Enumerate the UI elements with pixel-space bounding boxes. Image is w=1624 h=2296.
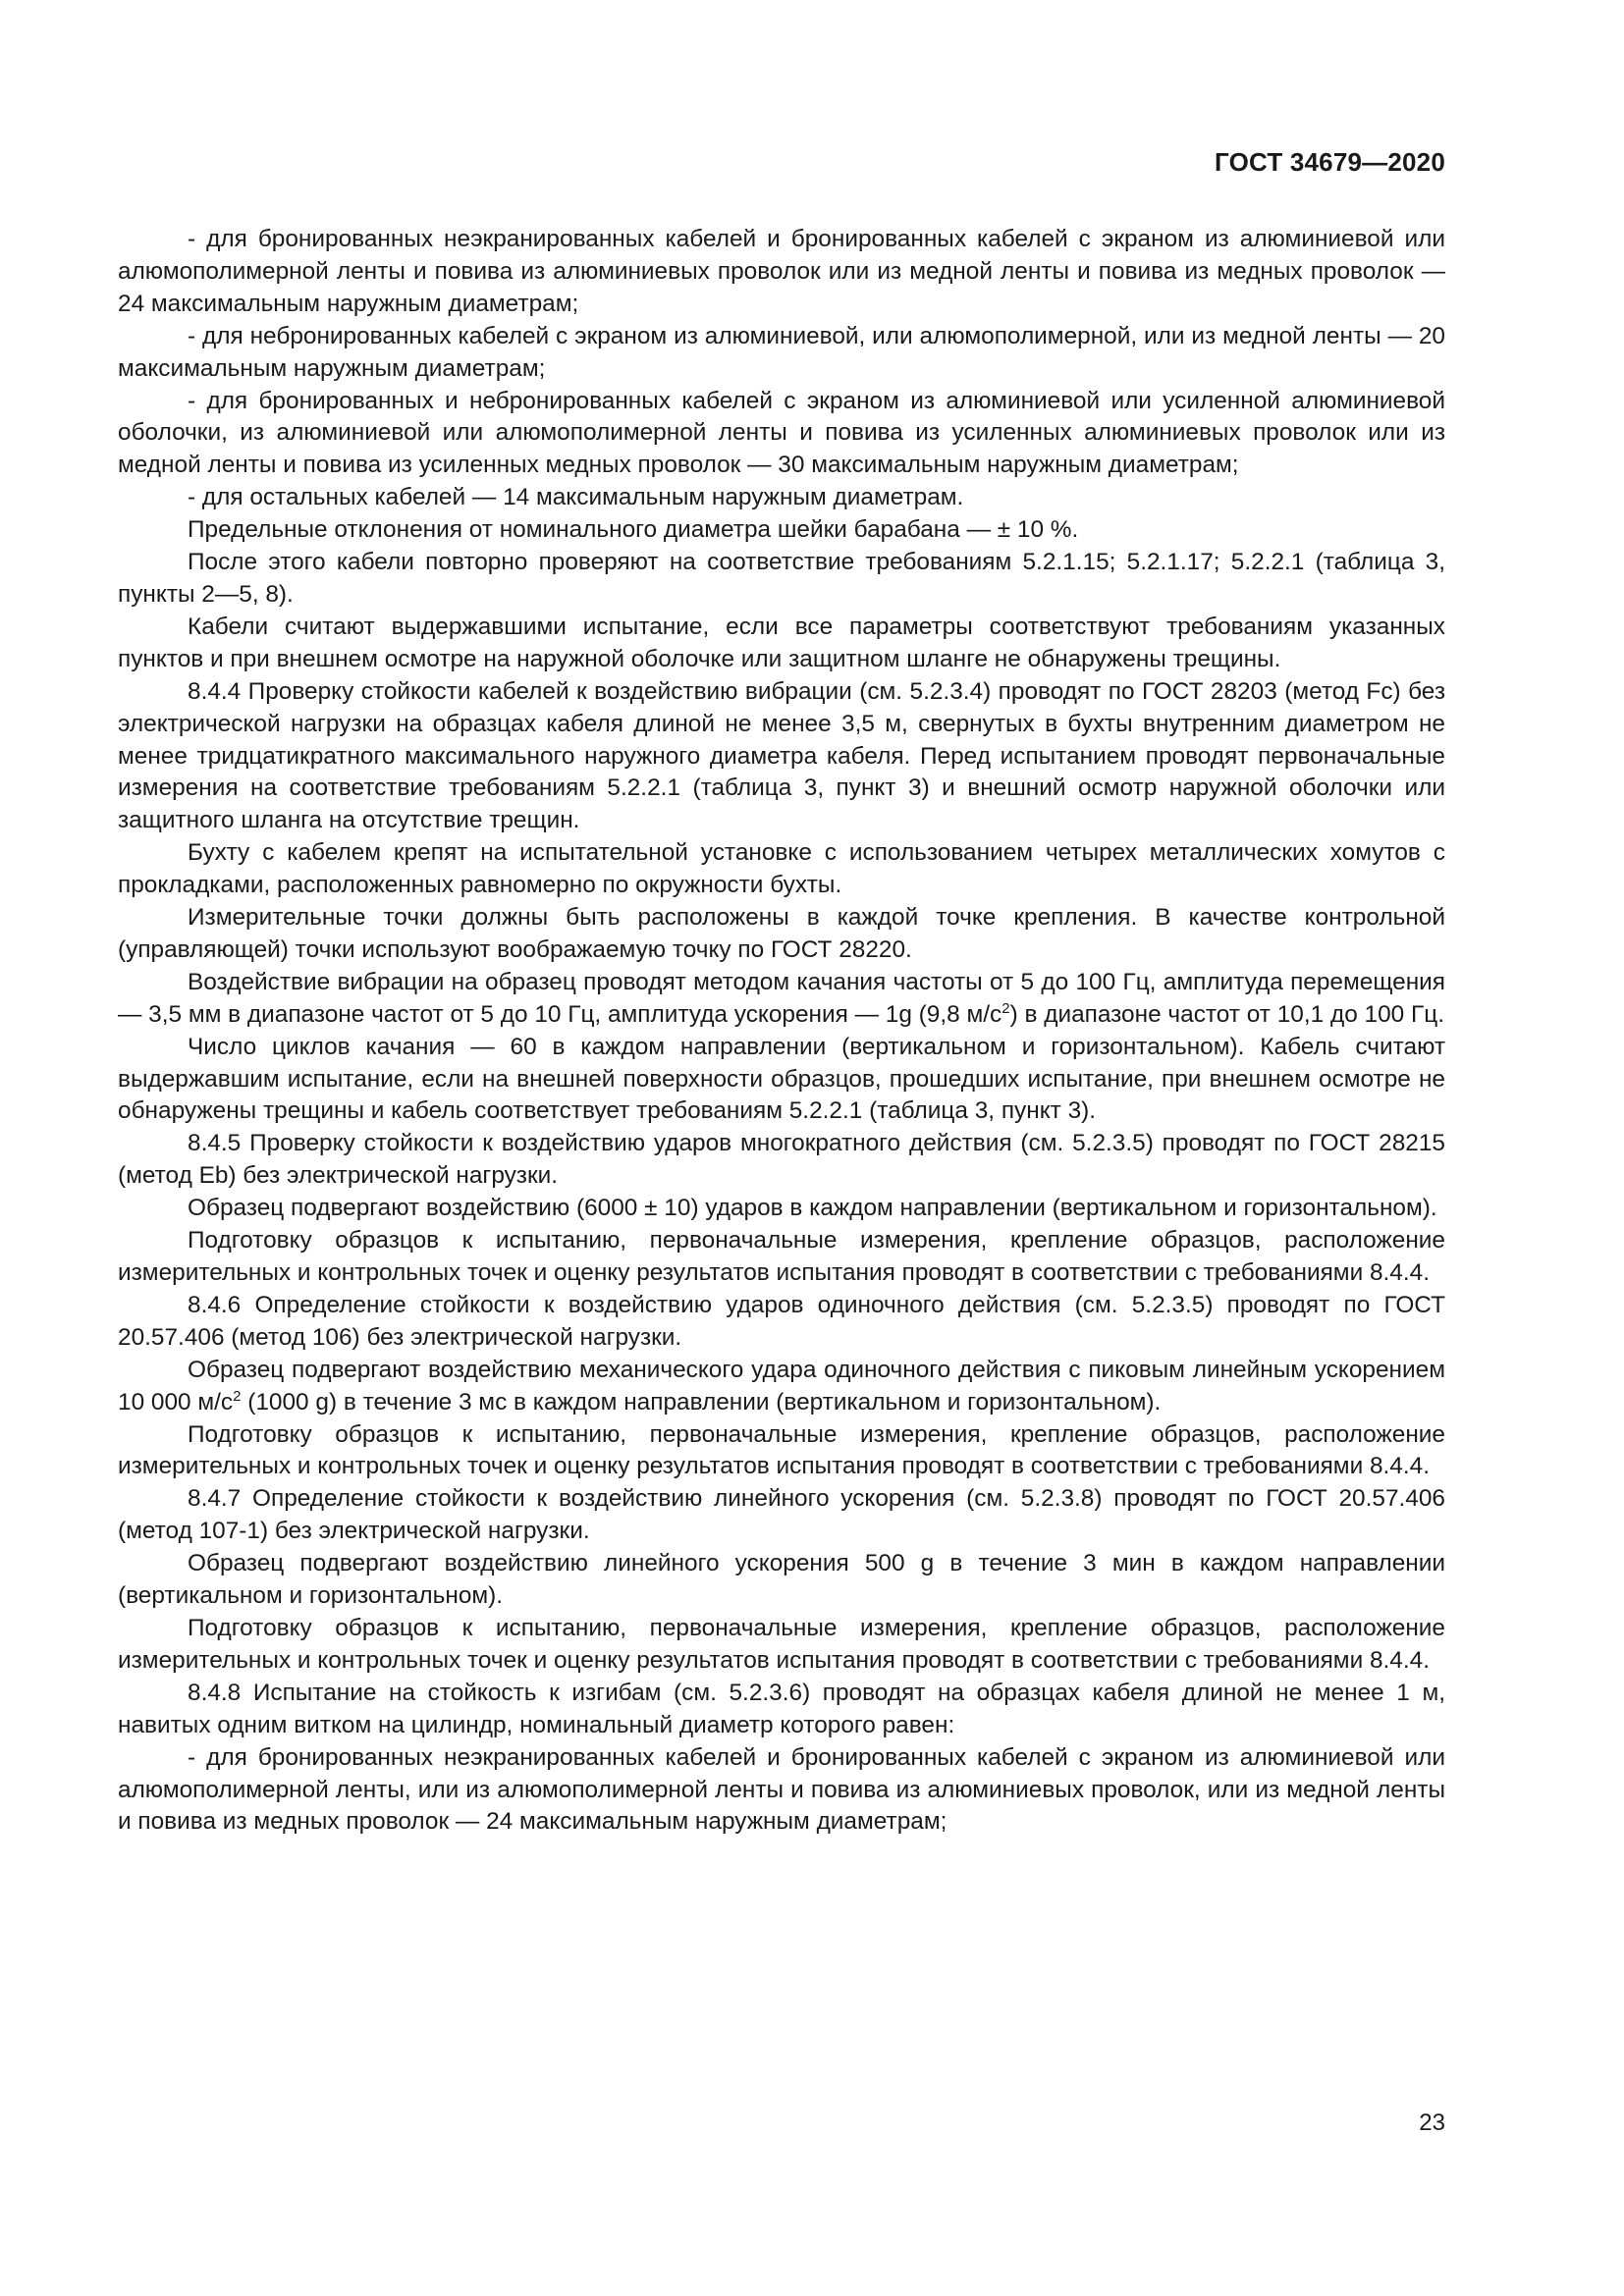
paragraph: Подготовку образцов к испытанию, первоначальные измерения, крепление образцов, расположение измерительных и контрольных точек и оценку результатов испытания проводят в соответствии с требованиями 8.4.4. (118, 1420, 1445, 1480)
superscript: 2 (233, 1387, 242, 1405)
paragraph: - для бронированных неэкранированных кабелей и бронированных кабелей с экраном из алюминиевой или алюмополимерной ленты и повива из алюминиевых проволок или из медной ленты и повива из медных проволок — 24 максимальным наружным диаметрам; (118, 226, 1445, 317)
section-8-4-6: 8.4.6 Определение стойкости к воздействию ударов одиночного действия (см. 5.2.3.5) проводят по ГОСТ 20.57.406 (метод 106) без электрической нагрузки. (118, 1291, 1445, 1351)
text-run: (1000 g) в течение 3 мс в каждом направлении (вертикальном и горизонтальном). (241, 1388, 1162, 1415)
text-run: ) в диапазоне частот от 10,1 до 100 Гц. (1009, 1000, 1444, 1028)
paragraph: - для остальных кабелей — 14 максимальным наружным диаметрам. (188, 484, 964, 511)
text-run: Воздействие вибрации на образец проводят методом качания частоты от 5 до 100 Гц, амплитуда перемещения — 3,5 мм в диапазоне частот от 5 до 10 Гц, амплитуда ускорения — 1g (9,8 м/с (118, 968, 1445, 1028)
page-number: 23 (1419, 2109, 1445, 2136)
text-run: Образец подвергают воздействию механического удара одиночного действия с пиковым линейным ускорением 10 000 м/с (118, 1356, 1445, 1415)
superscript: 2 (1001, 999, 1010, 1017)
paragraph: Подготовку образцов к испытанию, первоначальные измерения, крепление образцов, расположение измерительных и контрольных точек и оценку результатов испытания проводят в соответствии с требованиями 8.4.4. (118, 1227, 1445, 1286)
document-body (118, 224, 1445, 1839)
paragraph: - для бронированных неэкранированных кабелей и бронированных кабелей с экраном из алюминиевой или алюмополимерной ленты, или из алюмополимерной ленты и повива из алюминиевых проволок, или из медной ленты и повива из медных проволок — 24 максимальным наружным диаметрам; (118, 1743, 1445, 1836)
section-8-4-4: 8.4.4 Проверку стойкости кабелей к воздействию вибрации (см. 5.2.3.4) проводят по ГОСТ 28203 (метод Fc) без электрической нагрузки на образцах кабеля длиной не менее 3,5 м, свернутых в бухты внутренним диаметром не менее тридцатикратного максимального наружного диаметра кабеля. Перед испытанием проводят первоначальные измерения на соответствие требованиям 5.2.2.1 (таблица 3, пункт 3) и внешний осмотр наружной оболочки или защитного шланга на отсутствие трещин. (118, 677, 1445, 834)
section-8-4-8: 8.4.8 Испытание на стойкость к изгибам (см. 5.2.3.6) проводят на образцах кабеля длиной не менее 1 м, навитых одним витком на цилиндр, номинальный диаметр которого равен: (118, 1679, 1445, 1738)
paragraph: Измерительные точки должны быть расположены в каждой точке крепления. В качестве контрольной (управляющей) точки используют воображаемую точку по ГОСТ 28220. (118, 904, 1445, 963)
section-8-4-7: 8.4.7 Определение стойкости к воздействию линейного ускорения (см. 5.2.3.8) проводят по ГОСТ 20.57.406 (метод 107-1) без электрической нагрузки. (118, 1485, 1445, 1545)
paragraph: Кабели считают выдержавшими испытание, если все параметры соответствуют требованиям указанных пунктов и при внешнем осмотре на наружной оболочке или защитном шланге не обнаружены трещины. (118, 613, 1445, 672)
paragraph: Образец подвергают воздействию (6000 ± 10) ударов в каждом направлении (вертикальном и горизонтальном). (188, 1195, 1437, 1222)
paragraph: Образец подвергают воздействию линейного ускорения 500 g в течение 3 мин в каждом направлении (вертикальном и горизонтальном). (118, 1550, 1445, 1610)
paragraph: - для небронированных кабелей с экраном из алюминиевой, или алюмополимерной, или из медной ленты — 20 максимальным наружным диаметрам; (118, 322, 1445, 382)
section-8-4-5: 8.4.5 Проверку стойкости к воздействию ударов многократного действия (см. 5.2.3.5) проводят по ГОСТ 28215 (метод Eb) без электрической нагрузки. (118, 1130, 1445, 1190)
paragraph: Предельные отклонения от номинального диаметра шейки барабана — ± 10 %. (188, 516, 1079, 544)
vibration-paragraph (118, 967, 1445, 1032)
paragraph: Подготовку образцов к испытанию, первоначальные измерения, крепление образцов, расположение измерительных и контрольных точек и оценку результатов испытания проводят в соответствии с требованиями 8.4.4. (118, 1614, 1445, 1674)
paragraph: Число циклов качания — 60 в каждом направлении (вертикальном и горизонтальном). Кабель считают выдержавшим испытание, если на внешней поверхности образцов, прошедших испытание, при внешнем осмотре не обнаружены трещины и кабель соответствует требованиям 5.2.2.1 (таблица 3, пункт 3). (118, 1033, 1445, 1125)
paragraph: Бухту с кабелем крепят на испытательной установке с использованием четырех металлических хомутов с прокладками, расположенных равномерно по окружности бухты. (118, 839, 1445, 899)
standard-header: ГОСТ 34679—2020 (1215, 147, 1445, 177)
paragraph: После этого кабели повторно проверяют на соответствие требованиям 5.2.1.15; 5.2.1.17; 5.2.2.1 (таблица 3, пункты 2—5, 8). (118, 549, 1445, 608)
paragraph: - для бронированных и небронированных кабелей с экраном из алюминиевой или усиленной алюминиевой оболочки, из алюминиевой или алюмополимерной ленты и повива из усиленных алюминиевых проволок или из медной ленты и повива из усиленных медных проволок — 30 максимальным наружным диаметрам; (118, 387, 1445, 479)
shock-paragraph (118, 1355, 1445, 1419)
